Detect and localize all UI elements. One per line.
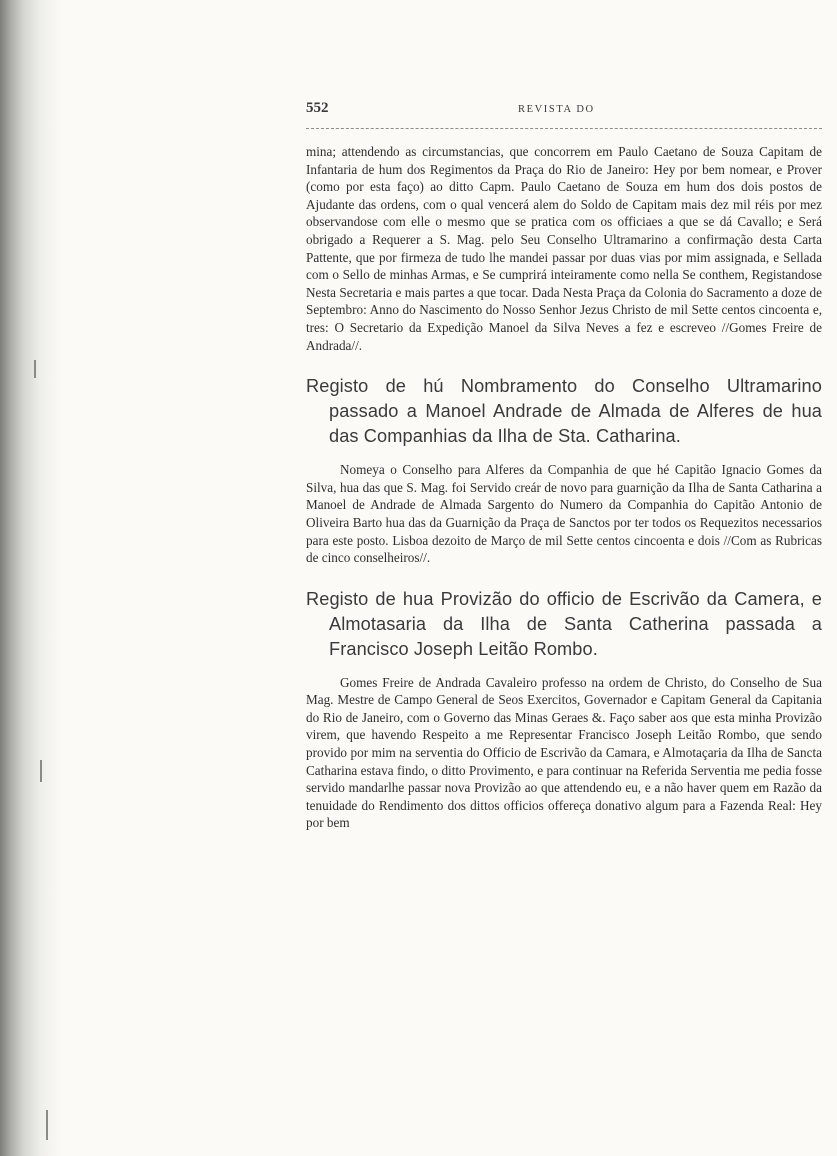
- entry-body: Gomes Freire de Andrada Cavaleiro professo na ordem de Christo, do Conselho de Sua Mag. Mestre de Campo General de Seos Exercitos, Governador e Capitam General da Capitania do Rio de Janeiro, com o Governo das Minas Geraes &. Faço saber aos que esta minha Provizão virem, que havendo Respeito a me Representar Francisco Joseph Leitão Rombo, que sendo provido por mim na serventia do Officio de Escrivão da Camara, e Almotaçaria da Ilha de Sancta Catharina estava findo, o ditto Provimento, e para continuar na Referida Serventia me pedia fosse servido mandarlhe passar nova Provizão ao que attendendo eu, e a não haver quem em Razão da tenuidade do Rendimento dos dittos officios offereça donativo algum para a Fazenda Real: Hey por bem: [306, 674, 822, 831]
- spine-mark: [46, 1110, 48, 1140]
- book-spine-shadow: [0, 0, 62, 1156]
- entry-body: Nomeya o Conselho para Alferes da Companhia de que hé Capitão Ignacio Gomes da Silva, hua das que S. Mag. foi Servido creár de novo para guarnição da Ilha de Santa Catharina a Manoel de Andrade de Almada Sargento do Numero da Companhia do Capitão Antonio de Oliveira Barto hua das da Guarnição da Praça de Sanctos por ter todos os Requezitos necessarios para este posto. Lisboa dezoito de Março de mil Sette centos cincoenta e dois //Com as Rubricas de cinco conselheiros//.: [306, 462, 822, 566]
- page-number: 552: [306, 100, 329, 116]
- running-title: REVISTA DO: [518, 104, 595, 115]
- header-rule: [306, 128, 822, 129]
- spine-mark: [40, 760, 42, 782]
- spine-mark: [34, 360, 36, 378]
- running-head: [306, 100, 822, 122]
- continuation-paragraph: mina; attendendo as circumstancias, que concorrem em Paulo Caetano de Souza Capitam de Infantaria de hum dos Regimentos da Praça do Rio de Janeiro: Hey por bem nomear, e Prover (como por esta faço) ao ditto Capm. Paulo Caetano de Souza em hum dos dois postos de Ajudante das ordens, com o qual vencerá alem do Soldo de Capitam mais dez mil réis por mez observandose com elle o mesmo que se pratica com os officiaes a que se dá Cavallo; e Será obrigado a Requerer a S. Mag. pelo Seu Conselho Ultramarino a confirmação desta Carta Pattente, que por firmeza de tudo lhe mandei passar por duas vias por mim assignada, e Sellada com o Sello de minhas Armas, e Se cumprirá inteiramente como nella Se conthem, Registandose Nesta Secretaria e mais partes a que tocar. Dada Nesta Praça da Colonia do Sacramento a doze de Septembro: Anno do Nascimento do Nosso Senhor Jezus Christo de mil Sette centos cincoenta e, tres: O Secretario da Expedição Manoel da Silva Neves a fez e escreveo //Gomes Freire de Andrada//.: [306, 144, 822, 353]
- entry-heading: Registo de hua Provizão do officio de Escrivão da Camera, e Almotasaria da Ilha de Santa Catherina passada a Francisco Joseph Leitão Rombo.: [306, 588, 822, 659]
- entry-heading: Registo de hú Nombramento do Conselho Ultramarino passado a Manoel Andrade de Almada de Alferes de hua das Companhias da Ilha de Sta. Catharina.: [306, 376, 822, 447]
- document-page: [306, 100, 822, 832]
